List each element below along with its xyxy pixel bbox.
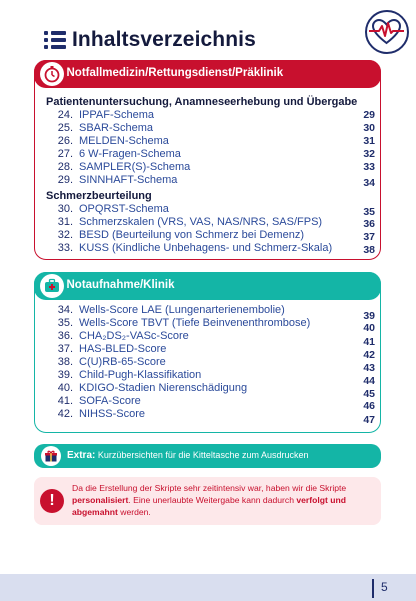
toc-entry[interactable]: 35. Wells-Score TBVT (Tiefe Beinvenenthrombose) (57, 317, 311, 329)
toc-entry[interactable]: 39. Child-Pugh-Klassifikation (57, 369, 202, 381)
toc-entry[interactable]: 24. IPPAF-Schema (57, 109, 154, 121)
page-footer (0, 574, 416, 601)
toc-entry[interactable]: 37. HAS-BLED-Score (57, 343, 167, 355)
toc-entry[interactable]: 38. C(U)RB-65-Score (57, 356, 166, 368)
section-header (34, 60, 381, 88)
toc-entry[interactable]: 26. MELDEN-Schema (57, 135, 169, 147)
page-number: 35 (363, 206, 375, 218)
page-number: 30 (363, 122, 375, 134)
toc-entry[interactable]: 30. OPQRST-Schema (57, 203, 169, 215)
toc-entry[interactable]: 42. NIHSS-Score (57, 408, 146, 420)
subsection-title: Patientenuntersuchung, Anamneseerhebung und Übergabe (46, 96, 358, 108)
toc-entry[interactable]: 40. KDIGO-Stadien Nierenschädigung (57, 382, 248, 394)
page-number: 38 (363, 244, 375, 256)
section-header (34, 272, 381, 300)
toc-entry[interactable]: 33. KUSS (Kindliche Unbehagens- und Schmerz-Skala) (57, 242, 333, 254)
toc-entry[interactable]: 41. SOFA-Score (57, 395, 141, 407)
list-icon (44, 30, 66, 50)
page-number: 34 (363, 177, 375, 189)
page-number: 33 (363, 161, 375, 173)
page-number: 45 (363, 388, 375, 400)
page-number: 37 (363, 231, 375, 243)
section-notfallmedizin (34, 60, 381, 260)
page-number: 41 (363, 336, 375, 348)
page-title: Inhaltsverzeichnis (72, 28, 256, 51)
page-header (44, 26, 256, 54)
page-number: 36 (363, 218, 375, 230)
extra-text: Extra: Kurzübersichten für die Kitteltasche zum Ausdrucken (67, 450, 309, 461)
page-number: 47 (363, 414, 375, 426)
toc-entry[interactable]: 31. Schmerzskalen (VRS, VAS, NAS/NRS, SAS/FPS) (57, 216, 323, 228)
toc-entry[interactable]: 25. SBAR-Schema (57, 122, 153, 134)
exclamation-icon: ! (40, 489, 64, 513)
section-title: Notfallmedizin/Rettungsdienst/Präklinik (66, 66, 284, 79)
toc-entry[interactable]: 36. CHA₂DS₂-VASc-Score (57, 330, 189, 342)
footer-page-number: 5 (381, 580, 388, 594)
footer-divider (372, 579, 374, 598)
toc-entry[interactable]: 29. SINNHAFT-Schema (57, 174, 178, 186)
toc-entry[interactable]: 32. BESD (Beurteilung von Schmerz bei Demenz) (57, 229, 304, 241)
toc-entry[interactable]: 28. SAMPLER(S)-Schema (57, 161, 191, 173)
section-notaufnahme (34, 272, 381, 433)
page-number: 46 (363, 400, 375, 412)
page-number: 29 (363, 109, 375, 121)
toc-entry[interactable]: 34. Wells-Score LAE (Lungenarterienembolie) (57, 304, 285, 316)
extra-banner[interactable] (34, 444, 381, 468)
page-number: 44 (363, 375, 375, 387)
warning-box (34, 477, 381, 525)
first-aid-kit-icon (40, 274, 64, 298)
subsection-title: Schmerzbeurteilung (46, 190, 152, 202)
section-title: Notaufnahme/Klinik (66, 278, 175, 291)
page-number: 39 (363, 310, 375, 322)
gift-icon (41, 446, 61, 466)
stopwatch-icon (40, 62, 64, 86)
page-number: 31 (363, 135, 375, 147)
heart-ecg-icon (365, 10, 409, 54)
page-number: 42 (363, 349, 375, 361)
page-number: 43 (363, 362, 375, 374)
page-number: 40 (363, 322, 375, 334)
page-number: 32 (363, 148, 375, 160)
warning-text: Da die Erstellung der Skripte sehr zeitintensiv war, haben wir die Skripte personalisiert. Eine unerlaubte Weitergabe kann dadurch verfolgt und abgemahnt werden. (72, 483, 347, 517)
toc-entry[interactable]: 27. 6 W-Fragen-Schema (57, 148, 181, 160)
